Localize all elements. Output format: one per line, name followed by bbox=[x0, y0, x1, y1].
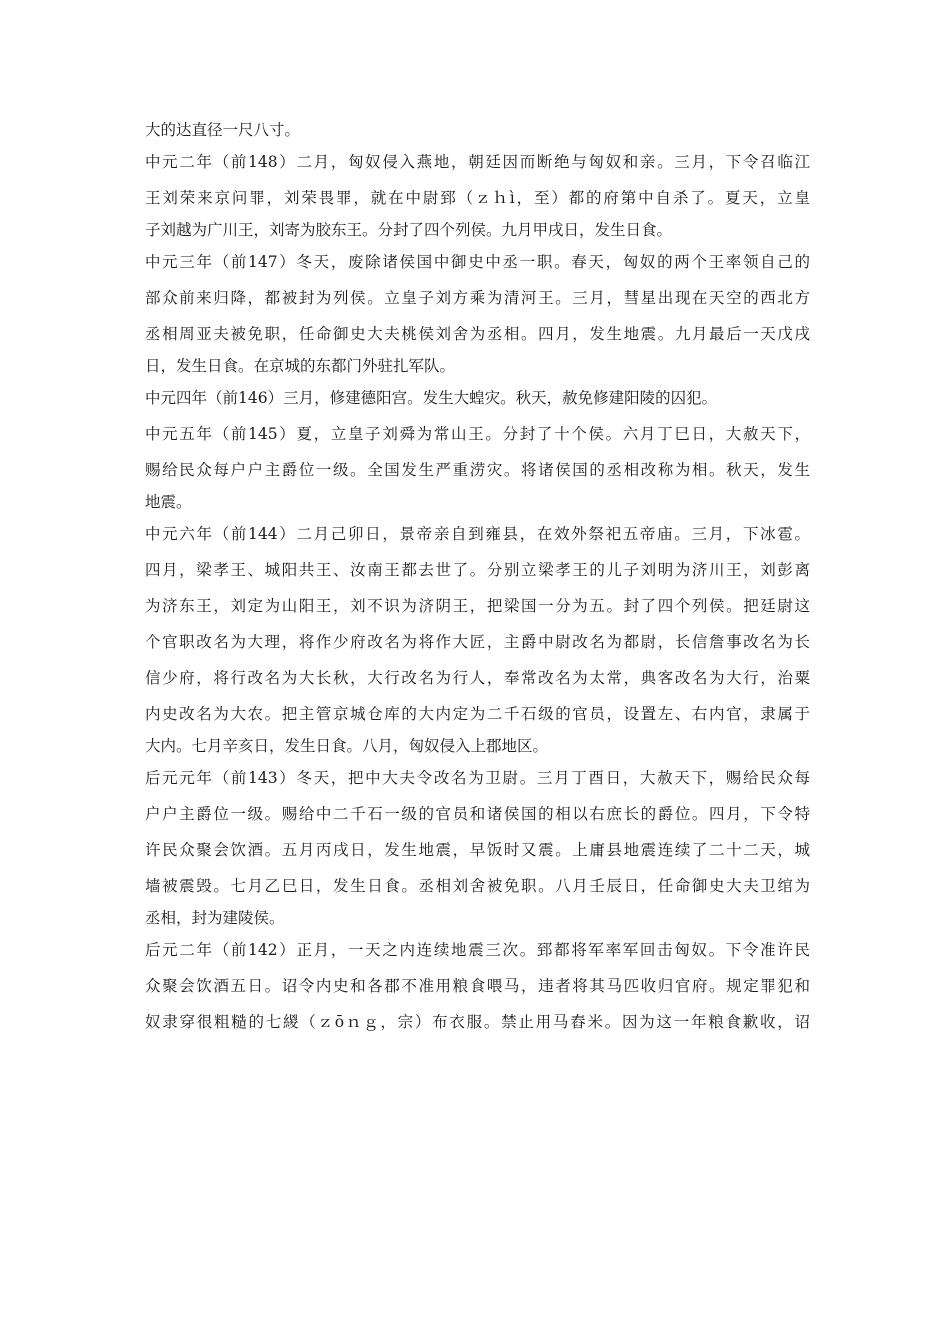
text-line: 丞相，封为建陵侯。 bbox=[145, 909, 285, 927]
text-line: 为济东王，刘定为山阳王，刘不识为济阴王，把梁国一分为五。封了四个列侯。把廷尉这 bbox=[145, 597, 810, 615]
text-line: 个官职改名为大理，将作少府改名为将作大匠，主爵中尉改名为都尉，长信詹事改名为长 bbox=[145, 633, 810, 651]
text-line: 中元六年（前144）二月己卯日，景帝亲自到雍县，在效外祭祀五帝庙。三月，下冰雹。 bbox=[145, 525, 810, 543]
text-line: 后元二年（前142）正月，一天之内连续地震三次。郅都将军率军回击匈奴。下令准许民 bbox=[145, 941, 810, 959]
text-line: 后元元年（前143）冬天，把中大夫令改名为卫尉。三月丁酉日，大赦天下，赐给民众每 bbox=[145, 769, 810, 787]
text-line: 部众前来归降，都被封为列侯。立皇子刘方乘为清河王。三月，彗星出现在天空的西北方 bbox=[145, 289, 810, 307]
text-line: 奴隶穿很粗糙的七緵（ｚōｎｇ，宗）布衣服。禁止用马舂米。因为这一年粮食歉收，诏 bbox=[145, 1013, 810, 1031]
text-line: 信少府，将行改名为大长秋，大行改名为行人，奉常改名为太常，典客改名为大行，治粟 bbox=[145, 669, 810, 687]
text-line: 王刘荣来京问罪，刘荣畏罪，就在中尉郅（ｚｈì，至）都的府第中自杀了。夏天，立皇 bbox=[145, 189, 810, 207]
text-line: 丞相周亚夫被免职，任命御史大夫桃侯刘舍为丞相。四月，发生地震。九月最后一天戊戌 bbox=[145, 325, 810, 343]
text-line: 地震。 bbox=[145, 493, 192, 511]
document-body bbox=[145, 116, 810, 1040]
text-line: 赐给民众每户户主爵位一级。全国发生严重涝灾。将诸侯国的丞相改称为相。秋天，发生 bbox=[145, 461, 810, 479]
text-line: 大内。七月辛亥日，发生日食。八月，匈奴侵入上郡地区。 bbox=[145, 737, 549, 755]
text-line: 中元四年（前146）三月，修建德阳宫。发生大蝗灾。秋天，赦免修建阳陵的囚犯。 bbox=[145, 389, 718, 407]
text-line: 大的达直径一尺八寸。 bbox=[145, 121, 301, 139]
text-line: 日，发生日食。在京城的东都门外驻扎军队。 bbox=[145, 357, 456, 375]
text-line: 许民众聚会饮酒。五月丙戌日，发生地震，早饭时又震。上庸县地震连续了二十二天，城 bbox=[145, 841, 810, 859]
text-line: 四月，梁孝王、城阳共王、汝南王都去世了。分别立梁孝王的儿子刘明为济川王，刘彭离 bbox=[145, 561, 810, 579]
text-line: 墙被震毁。七月乙巳日，发生日食。丞相刘舍被免职。八月壬辰日，任命御史大夫卫绾为 bbox=[145, 877, 810, 895]
text-line: 中元三年（前147）冬天，废除诸侯国中御史中丞一职。春天，匈奴的两个王率领自己的 bbox=[145, 253, 810, 271]
text-line: 中元二年（前148）二月，匈奴侵入燕地，朝廷因而断绝与匈奴和亲。三月，下令召临江 bbox=[145, 153, 810, 171]
text-line: 内史改名为大农。把主管京城仓库的大内定为二千石级的官员，设置左、右内官，隶属于 bbox=[145, 705, 810, 723]
text-line: 户户主爵位一级。赐给中二千石一级的官员和诸侯国的相以右庶长的爵位。四月，下令特 bbox=[145, 805, 810, 823]
text-line: 中元五年（前145）夏，立皇子刘舜为常山王。分封了十个侯。六月丁巳日，大赦天下， bbox=[145, 425, 810, 443]
text-line: 众聚会饮酒五日。诏令内史和各郡不准用粮食喂马，违者将其马匹收归官府。规定罪犯和 bbox=[145, 977, 810, 995]
text-line: 子刘越为广川王，刘寄为胶东王。分封了四个列侯。九月甲戌日，发生日食。 bbox=[145, 221, 673, 239]
